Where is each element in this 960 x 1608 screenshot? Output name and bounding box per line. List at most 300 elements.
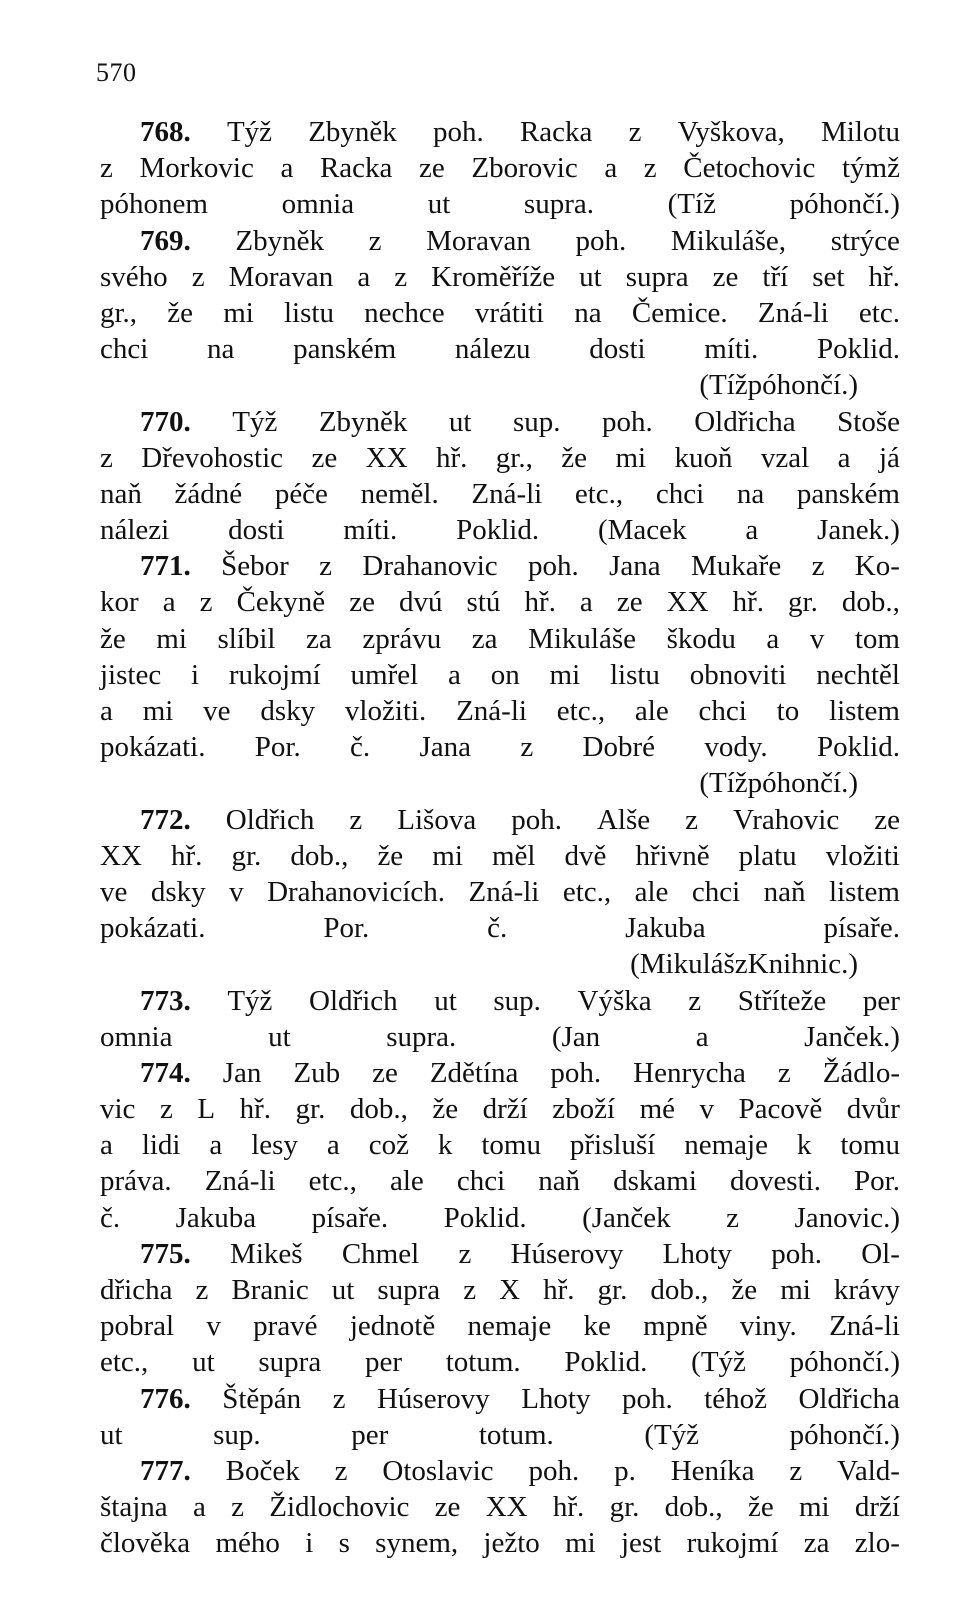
word: Drahanovic — [362, 550, 498, 583]
word: že — [747, 1491, 774, 1524]
word: Otoslavic — [382, 1454, 494, 1487]
word: gr., — [100, 296, 138, 329]
word: Vyškova, — [677, 116, 785, 148]
word: set — [812, 260, 845, 293]
word: naň — [763, 875, 806, 908]
word: totum. — [478, 1418, 554, 1451]
word: vrátiti — [474, 296, 545, 329]
word: vzal — [760, 441, 810, 474]
word: XX — [666, 586, 709, 619]
word: Milotu — [820, 116, 900, 148]
word: dob., — [349, 1093, 408, 1126]
word: Janovic.) — [794, 1201, 900, 1234]
word: z — [520, 731, 534, 764]
word: ze — [349, 586, 375, 619]
word: viny. — [739, 1310, 797, 1343]
word: Jana — [609, 550, 661, 583]
word: téhož — [704, 1382, 767, 1415]
word: týmž — [841, 152, 900, 185]
word: naň — [538, 1165, 581, 1198]
word: ježto — [483, 1527, 540, 1560]
text-line — [100, 404, 900, 440]
text-line — [100, 657, 900, 693]
word: ze — [874, 803, 900, 836]
word: ze — [712, 260, 739, 293]
word: dvě — [564, 839, 607, 872]
word: Zná-li — [829, 1310, 900, 1343]
word: z — [368, 224, 382, 257]
word: míti. — [343, 514, 398, 547]
word: že — [377, 839, 404, 872]
word: ale — [389, 1165, 424, 1198]
word: Výška — [577, 984, 652, 1017]
word: mi — [780, 1274, 811, 1306]
word: štajna — [100, 1491, 168, 1524]
word: poh. — [575, 224, 627, 257]
word: v — [809, 622, 825, 655]
word: s — [338, 1527, 350, 1560]
word: etc., — [308, 1165, 357, 1198]
word: Týž — [227, 984, 273, 1017]
text-line — [100, 1308, 900, 1344]
word: obnoviti — [689, 658, 787, 691]
word: XX — [365, 441, 408, 474]
word: (Týž — [644, 1418, 700, 1451]
word: ve — [100, 875, 128, 908]
word: dvú — [399, 586, 443, 619]
word: XX — [100, 839, 142, 872]
word: z — [463, 1274, 477, 1306]
text-line — [100, 910, 900, 946]
word: žádné — [174, 477, 243, 510]
word: dřicha — [100, 1274, 173, 1306]
word: č. — [487, 912, 508, 945]
word: Mukaře — [691, 550, 782, 583]
word: a — [604, 152, 618, 185]
entry-number: 772. — [140, 803, 191, 836]
word: a — [745, 514, 759, 547]
word: Zná-li — [471, 477, 543, 510]
word: vložiti. — [344, 695, 427, 727]
text-line — [100, 693, 900, 729]
word: člověka — [100, 1527, 191, 1560]
word: že — [167, 296, 193, 329]
text-line — [100, 186, 900, 222]
text-line — [100, 946, 900, 982]
entry-number: 775. — [140, 1237, 191, 1270]
word: hř. — [552, 1491, 585, 1524]
word: Zbyněk — [318, 405, 408, 438]
word: etc., — [562, 875, 612, 908]
word: Stříteže — [737, 984, 827, 1017]
word: a — [280, 152, 294, 185]
word: nemaje — [684, 1129, 768, 1162]
word: že — [731, 1274, 758, 1306]
text-line — [100, 259, 900, 295]
word: přisluší — [569, 1129, 656, 1162]
word: chci — [456, 1165, 506, 1198]
word: Týž — [226, 116, 273, 148]
word: mi — [223, 296, 254, 329]
word: dob., — [650, 1274, 709, 1306]
word: z — [777, 1056, 791, 1089]
word: Racka — [319, 152, 393, 185]
word: z — [332, 1382, 346, 1415]
word: a — [837, 441, 851, 474]
word: Por. — [323, 912, 370, 945]
word: a — [100, 1129, 113, 1162]
word: Por. — [854, 1165, 900, 1198]
word: omnia — [100, 1020, 173, 1053]
word: supra — [258, 1346, 322, 1379]
page-number: 570 — [96, 58, 137, 87]
word: Čemice. — [631, 296, 728, 329]
word: tomu — [840, 1129, 900, 1162]
word: hř. — [435, 441, 468, 474]
word: Jana — [419, 731, 472, 764]
word: nechce — [364, 296, 445, 329]
word: Ko- — [854, 550, 900, 583]
word: p. — [614, 1454, 636, 1487]
word: Zdětína — [429, 1056, 519, 1089]
word: v — [699, 1093, 715, 1126]
word: hřivně — [635, 839, 710, 872]
word: Drahanovicích. — [267, 875, 446, 908]
word: jednotě — [349, 1310, 436, 1343]
word: Zbyněk — [308, 116, 397, 148]
text-line — [100, 802, 900, 838]
word: póhončí.) — [747, 767, 858, 800]
word: ut — [331, 1274, 355, 1306]
word: z — [191, 260, 205, 293]
word: omnia — [281, 188, 355, 221]
entry-number: 771. — [140, 550, 191, 583]
word: Mikeš — [230, 1237, 303, 1270]
word: póhončí.) — [789, 1418, 900, 1451]
word: Jakuba — [175, 1201, 257, 1234]
word: tomu — [481, 1129, 541, 1162]
word: ut — [192, 1346, 215, 1379]
word: hř. — [732, 586, 764, 619]
word: tom — [854, 622, 900, 655]
word: a — [357, 260, 371, 293]
entry-number: 776. — [140, 1382, 191, 1415]
word: póhončí.) — [789, 188, 900, 221]
word: na — [207, 333, 235, 366]
word: Por. — [254, 731, 301, 764]
word: zboží — [552, 1093, 616, 1126]
word: mi — [156, 622, 187, 655]
word: etc., — [556, 695, 606, 727]
word: písaře. — [311, 1201, 389, 1234]
entry-number: 770. — [140, 405, 191, 438]
word: jistec — [100, 658, 162, 691]
word: poh. — [528, 1454, 580, 1487]
word: Lhoty — [521, 1382, 591, 1415]
word: per — [364, 1346, 402, 1379]
word: synem, — [375, 1527, 459, 1560]
word: Šebor — [221, 550, 289, 583]
text-line — [100, 1272, 900, 1308]
word: Racka — [519, 116, 593, 148]
word: Vald- — [837, 1454, 900, 1487]
word: listu — [284, 296, 334, 329]
text-line — [100, 584, 900, 620]
word: v — [206, 1310, 221, 1343]
word: č. — [100, 1201, 121, 1234]
word: z — [734, 948, 748, 981]
word: Morkovic — [139, 152, 254, 185]
word: poh. — [601, 405, 653, 438]
word: mi — [142, 695, 174, 727]
word: ze — [419, 152, 445, 185]
word: z — [811, 550, 825, 583]
entry-number: 774. — [140, 1056, 191, 1089]
word: kor — [100, 586, 139, 619]
word: Četochovic — [683, 152, 816, 185]
word: Dobré — [582, 731, 655, 764]
word: Pacově — [738, 1093, 823, 1126]
word: per — [862, 984, 900, 1017]
word: dvůr — [846, 1093, 900, 1126]
word: za — [306, 622, 332, 655]
word: mé — [639, 1093, 675, 1126]
word: ut — [434, 984, 457, 1017]
word: Húserovy — [510, 1237, 624, 1270]
text-line — [100, 1127, 900, 1163]
text-line — [100, 223, 900, 259]
word: pokázati. — [100, 731, 206, 764]
word: a — [766, 622, 780, 655]
word: ut — [579, 260, 602, 293]
word: Zub — [293, 1056, 341, 1089]
word: pobral — [100, 1310, 175, 1343]
word: Židlochovic — [269, 1491, 410, 1524]
word: etc. — [858, 296, 900, 329]
word: póhonem — [100, 188, 208, 221]
word: etc., — [100, 1346, 149, 1379]
entry-number: 768. — [140, 116, 191, 148]
word: hř. — [524, 586, 556, 619]
word: neměl. — [360, 477, 439, 510]
text-line — [100, 1525, 900, 1561]
word: Alše — [596, 803, 651, 836]
word: a — [326, 1129, 340, 1162]
text-line — [100, 1236, 900, 1272]
word: (Jan — [551, 1020, 601, 1053]
word: strýce — [830, 224, 900, 257]
word: lesy — [251, 1129, 298, 1162]
text-line — [100, 765, 900, 801]
text-line — [100, 476, 900, 512]
word: dskami — [613, 1165, 697, 1198]
text-line — [100, 440, 900, 476]
word: X — [499, 1274, 521, 1306]
word: XX — [485, 1491, 528, 1524]
word: chci — [691, 875, 741, 908]
word: a — [100, 695, 113, 727]
text-line — [100, 1055, 900, 1091]
word: i — [305, 1527, 314, 1560]
word: stú — [466, 586, 501, 619]
word: Zná-li — [456, 695, 527, 727]
word: vložiti — [825, 839, 900, 872]
word: z — [643, 152, 657, 185]
word: Moravan — [426, 224, 531, 257]
word: z — [628, 116, 642, 148]
word: z — [334, 1454, 348, 1487]
word: Zborovic — [471, 152, 578, 185]
word: mi — [798, 1491, 830, 1524]
word: to — [776, 695, 800, 727]
word: na — [574, 296, 602, 329]
word: nálezu — [454, 333, 531, 366]
word: ze — [434, 1491, 461, 1524]
word: z — [319, 550, 333, 583]
word: vody. — [704, 731, 768, 764]
word: ke — [583, 1310, 611, 1343]
word: gr. — [231, 839, 262, 872]
word: Oldřich — [225, 803, 315, 836]
word: Boček — [225, 1454, 300, 1487]
word: ve — [203, 695, 231, 727]
word: (Janček — [582, 1201, 671, 1234]
word: Poklid. — [564, 1346, 648, 1379]
word: zprávu — [362, 622, 442, 655]
word: Chmel — [341, 1237, 420, 1270]
word: naň — [100, 477, 142, 510]
word: z — [100, 152, 113, 185]
text-line — [100, 1381, 900, 1417]
word: dsky — [260, 695, 316, 727]
word: nemaje — [467, 1310, 552, 1343]
text-line — [100, 1417, 900, 1453]
text-line — [100, 512, 900, 548]
word: a — [209, 1129, 223, 1162]
word: Branic — [231, 1274, 309, 1306]
word: že — [561, 441, 588, 474]
word: slíbil — [217, 622, 276, 655]
word: z — [688, 984, 702, 1017]
word: k — [437, 1129, 453, 1162]
word: ut — [268, 1020, 291, 1053]
word: z — [231, 1491, 244, 1524]
word: poh. — [511, 803, 562, 836]
word: č. — [350, 731, 371, 764]
text-line — [100, 1091, 900, 1127]
word: poh. — [528, 550, 579, 583]
word: supra — [625, 260, 689, 293]
word: gr. — [609, 1491, 640, 1524]
word: Lhoty — [662, 1237, 732, 1270]
word: rukojmí — [686, 1527, 779, 1560]
word: hř. — [543, 1274, 575, 1306]
word: listem — [829, 875, 900, 908]
word: hř. — [170, 839, 203, 872]
word: za — [803, 1527, 830, 1560]
word: Zbyněk — [235, 224, 324, 257]
word: Oldřicha — [694, 405, 796, 438]
word: pokázati. — [100, 912, 206, 945]
word: pravé — [253, 1310, 318, 1343]
word: Janek.) — [817, 514, 900, 547]
word: Vrahovic — [733, 803, 840, 836]
text-line — [100, 621, 900, 657]
word: Jan — [222, 1056, 262, 1089]
word: zlo- — [854, 1527, 900, 1560]
word: etc., — [574, 477, 624, 510]
text-line — [100, 1019, 900, 1055]
word: chci — [698, 695, 747, 727]
text-line — [100, 114, 900, 150]
word: z — [195, 1274, 209, 1306]
word: z — [100, 441, 113, 474]
word: platu — [738, 839, 797, 872]
word: ut — [448, 405, 472, 438]
word: Kroměříže — [431, 260, 556, 293]
word: poh. — [433, 116, 484, 148]
word: rukojmí — [228, 658, 321, 691]
word: Dřevohostic — [141, 441, 284, 474]
word: z — [394, 260, 408, 293]
word: Janček.) — [804, 1020, 900, 1053]
word: za — [471, 622, 498, 655]
word: dovesti. — [729, 1165, 821, 1198]
word: Lišova — [397, 803, 477, 836]
word: Čekyně — [236, 586, 326, 619]
word: (Týž — [691, 1346, 746, 1379]
word: supra — [377, 1274, 441, 1306]
word: Štěpán — [222, 1382, 302, 1415]
word: jest — [621, 1527, 662, 1560]
word: gr., — [495, 441, 533, 474]
word: Poklid. — [443, 1201, 527, 1234]
text-line — [100, 295, 900, 331]
word: nechtěl — [816, 658, 900, 691]
word: Týž — [232, 405, 278, 438]
word: Zná-li — [757, 296, 829, 329]
word: panském — [293, 333, 397, 366]
word: Moravan — [228, 260, 334, 293]
word: (Tíž — [699, 369, 748, 402]
word: krávy — [833, 1274, 900, 1306]
word: mi — [615, 441, 647, 474]
text-line — [100, 838, 900, 874]
word: Oldřicha — [798, 1382, 900, 1415]
word: Henrycha — [633, 1056, 746, 1089]
entry-number: 777. — [140, 1454, 191, 1487]
word: Mikuláše — [528, 622, 637, 655]
word: poh. — [550, 1056, 602, 1089]
word: z — [789, 1454, 803, 1487]
word: ze — [616, 586, 643, 619]
word: z — [349, 803, 363, 836]
word: že — [432, 1093, 459, 1126]
word: péče — [274, 477, 328, 510]
word: že — [100, 622, 126, 655]
word: gr. — [597, 1274, 628, 1306]
word: Knihnic.) — [747, 948, 858, 981]
text-line — [100, 1344, 900, 1380]
word: chci — [100, 333, 149, 366]
word: umřel — [350, 658, 419, 691]
text-line — [100, 1489, 900, 1525]
text-line — [100, 983, 900, 1019]
word: sup. — [493, 984, 541, 1017]
word: dob., — [841, 586, 900, 619]
word: ze — [372, 1056, 398, 1089]
word: mého — [215, 1527, 280, 1560]
